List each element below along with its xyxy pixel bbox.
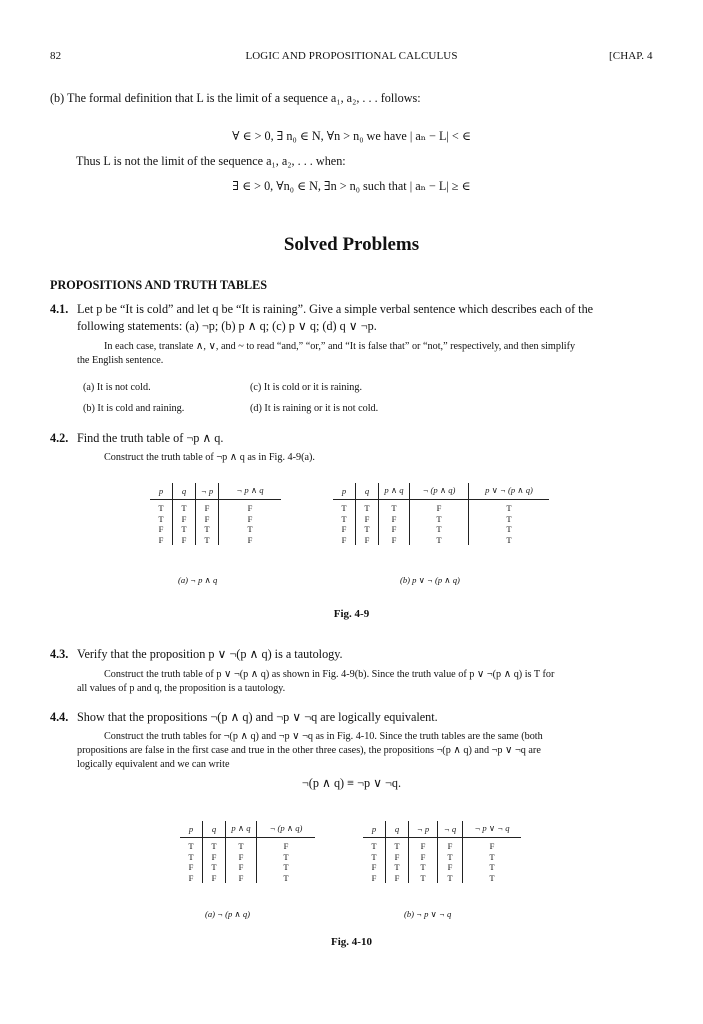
column-header: ¬ (p ∧ q) — [410, 483, 469, 500]
truth-value: T — [469, 500, 550, 514]
column-header: q — [356, 483, 379, 500]
truth-value: T — [409, 873, 438, 884]
problem-4-4-number: 4.4. — [50, 710, 69, 724]
table-row — [333, 524, 549, 535]
truth-table-fig-4-10a — [180, 821, 315, 883]
truth-value: T — [409, 862, 438, 873]
subsection-title: PROPOSITIONS AND TRUTH TABLES — [50, 278, 268, 292]
truth-value: T — [188, 851, 194, 862]
table-row — [333, 514, 549, 525]
column-header: q — [203, 821, 226, 838]
truth-value: T — [173, 500, 196, 514]
truth-value: T — [371, 851, 377, 862]
truth-value: F — [158, 534, 164, 545]
solution-4-1-line2: the English sentence. — [77, 355, 164, 366]
solution-4-1-line1: In each case, translate ∧, ∨, and ~ to read “and,” “or,” and “It is false that” or “not,” respectively, and then simplify — [104, 341, 576, 352]
truth-value: F — [203, 873, 226, 884]
problem-4-1-line2: following statements: (a) ¬p; (b) p ∧ q; (c) p ∨ q; (d) q ∨ ¬p. — [77, 319, 377, 333]
answer-b: (b) It is cold and raining. — [83, 403, 185, 414]
page-number: 82 — [50, 50, 62, 62]
truth-value: F — [463, 838, 522, 852]
truth-value: T — [196, 524, 219, 535]
column-header: ¬ p ∧ q — [219, 483, 282, 500]
truth-value: F — [257, 838, 316, 852]
truth-value: F — [371, 872, 377, 883]
table-row — [363, 852, 521, 863]
truth-value: F — [173, 514, 196, 525]
truth-value: T — [203, 838, 226, 852]
truth-value: F — [438, 838, 463, 852]
caption-fig-4-10b: (b) ¬ p ∨ ¬ q — [404, 909, 452, 919]
truth-value: F — [226, 862, 257, 873]
table-row — [180, 838, 315, 852]
truth-value: F — [386, 852, 409, 863]
solution-4-4-line2: propositions are false in the first case and true in the other three cases), the propositions ¬(p ∧ q) and ¬p ∨ ¬q are — [77, 745, 541, 756]
table-row — [180, 873, 315, 884]
truth-value: T — [356, 524, 379, 535]
solution-4-4-line1: Construct the truth tables for ¬(p ∧ q) and ¬p ∨ ¬q as in Fig. 4-10. Since the truth tables are the same (both — [104, 731, 543, 742]
truth-value: F — [188, 872, 194, 883]
truth-value: T — [469, 535, 550, 546]
problem-4-2-number: 4.2. — [50, 431, 69, 445]
truth-value: T — [438, 852, 463, 863]
solution-4-4-line3: logically equivalent and we can write — [77, 759, 230, 770]
table-row — [333, 500, 549, 514]
problem-4-1-number: 4.1. — [50, 302, 69, 316]
truth-value: F — [386, 873, 409, 884]
truth-table-fig-4-9a — [150, 483, 281, 545]
figure-label-4-10: Fig. 4-10 — [331, 936, 372, 948]
truth-value: T — [410, 514, 469, 525]
truth-value: T — [438, 873, 463, 884]
table-row — [363, 862, 521, 873]
solution-4-3-line2: all values of p and q, the proposition is a tautology. — [77, 683, 286, 694]
truth-value: T — [386, 862, 409, 873]
table-row — [180, 862, 315, 873]
truth-value: T — [257, 873, 316, 884]
truth-value: F — [196, 500, 219, 514]
column-header: q — [386, 821, 409, 838]
problem-4-1-line1: Let p be “It is cold” and let q be “It is raining”. Give a simple verbal sentence which describes each of the — [77, 302, 594, 316]
truth-table-fig-4-10b — [363, 821, 521, 883]
column-header: ¬ (p ∧ q) — [257, 821, 316, 838]
table-row — [150, 514, 281, 525]
column-header: ¬ q — [438, 821, 463, 838]
running-title: LOGIC AND PROPOSITIONAL CALCULUS — [245, 50, 458, 62]
table-row — [363, 873, 521, 884]
truth-value: F — [341, 534, 347, 545]
truth-value: F — [409, 852, 438, 863]
problem-4-3-text: Verify that the proposition p ∨ ¬(p ∧ q) is a tautology. — [77, 647, 343, 661]
truth-value: T — [371, 841, 377, 851]
truth-value: F — [226, 852, 257, 863]
truth-value: T — [469, 514, 550, 525]
truth-value: F — [379, 514, 410, 525]
solution-4-3-line1: Construct the truth table of p ∨ ¬(p ∧ q) as shown in Fig. 4-9(b). Since the truth value of p ∨ ¬(p ∧ q) is T for — [104, 669, 555, 680]
truth-value: T — [463, 873, 522, 884]
column-header: p — [180, 821, 203, 838]
truth-value: T — [173, 524, 196, 535]
truth-value: T — [226, 838, 257, 852]
truth-value: F — [188, 862, 194, 872]
column-header: p — [363, 821, 386, 838]
column-header: p — [150, 483, 173, 500]
truth-value: T — [469, 524, 550, 535]
truth-value: F — [226, 873, 257, 884]
table-row — [150, 535, 281, 546]
truth-value: T — [379, 500, 410, 514]
table-row — [180, 852, 315, 863]
part-b-intro: (b) The formal definition that L is the limit of a sequence a₁, a₂, . . . follows: — [50, 91, 421, 105]
truth-value: F — [356, 535, 379, 546]
column-header: q — [173, 483, 196, 500]
truth-value: F — [158, 524, 164, 534]
truth-value: T — [463, 862, 522, 873]
truth-value: T — [341, 503, 347, 513]
answer-d: (d) It is raining or it is not cold. — [250, 403, 379, 414]
truth-value: T — [203, 862, 226, 873]
truth-value: T — [410, 524, 469, 535]
problem-4-3-number: 4.3. — [50, 647, 69, 661]
truth-value: T — [463, 852, 522, 863]
column-header: ¬ p — [196, 483, 219, 500]
column-header: ¬ p — [409, 821, 438, 838]
part-b-thus: Thus L is not the limit of the sequence a₁, a₂, . . . when: — [76, 154, 346, 168]
truth-value: F — [409, 838, 438, 852]
table-row — [363, 838, 521, 852]
answer-c: (c) It is cold or it is raining. — [250, 382, 363, 393]
column-header: p ∨ ¬ (p ∧ q) — [469, 483, 550, 500]
truth-value: T — [196, 535, 219, 546]
truth-value: T — [257, 862, 316, 873]
caption-fig-4-9b: (b) p ∨ ¬ (p ∧ q) — [400, 575, 460, 585]
column-header: p ∧ q — [379, 483, 410, 500]
truth-value: F — [196, 514, 219, 525]
table-row — [333, 535, 549, 546]
limit-formula: ∀ ∈ > 0, ∃ n₀ ∈ N, ∀n > n₀ we have | aₙ − L| < ∈ — [232, 129, 471, 143]
not-limit-formula: ∃ ∈ > 0, ∀n₀ ∈ N, ∃n > n₀ such that | aₙ − L| ≥ ∈ — [232, 179, 471, 193]
column-header: p ∧ q — [226, 821, 257, 838]
truth-value: F — [379, 524, 410, 535]
problem-4-4-text: Show that the propositions ¬(p ∧ q) and ¬p ∨ ¬q are logically equivalent. — [77, 710, 438, 724]
figure-label-4-9: Fig. 4-9 — [333, 608, 370, 620]
caption-fig-4-10a: (a) ¬ (p ∧ q) — [205, 909, 251, 919]
equivalence-formula: ¬(p ∧ q) ≡ ¬p ∨ ¬q. — [301, 776, 402, 790]
truth-value: F — [341, 524, 347, 534]
truth-table-fig-4-9b — [333, 483, 549, 545]
truth-value: T — [341, 513, 347, 524]
truth-value: F — [173, 535, 196, 546]
table-row — [150, 500, 281, 514]
truth-value: T — [158, 503, 164, 513]
truth-value: F — [356, 514, 379, 525]
table-row — [150, 524, 281, 535]
truth-value: F — [219, 535, 282, 546]
truth-value: F — [379, 535, 410, 546]
solution-4-2: Construct the truth table of ¬p ∧ q as in Fig. 4-9(a). — [104, 452, 315, 463]
truth-value: T — [356, 500, 379, 514]
caption-fig-4-9a: (a) ¬ p ∧ q — [178, 575, 218, 585]
truth-value: F — [371, 862, 377, 872]
column-header: p — [333, 483, 356, 500]
truth-value: T — [410, 535, 469, 546]
truth-value: T — [257, 852, 316, 863]
chapter-label: [CHAP. 4 — [609, 50, 653, 62]
answer-a: (a) It is not cold. — [83, 382, 151, 393]
truth-value: F — [219, 514, 282, 525]
truth-value: F — [219, 500, 282, 514]
column-header: ¬ p ∨ ¬ q — [463, 821, 522, 838]
truth-value: T — [219, 524, 282, 535]
section-title: Solved Problems — [283, 234, 420, 255]
truth-value: T — [158, 513, 164, 524]
truth-value: F — [438, 862, 463, 873]
truth-value: T — [188, 841, 194, 851]
truth-value: F — [410, 500, 469, 514]
problem-4-2-text: Find the truth table of ¬p ∧ q. — [77, 431, 224, 445]
truth-value: T — [386, 838, 409, 852]
truth-value: F — [203, 852, 226, 863]
